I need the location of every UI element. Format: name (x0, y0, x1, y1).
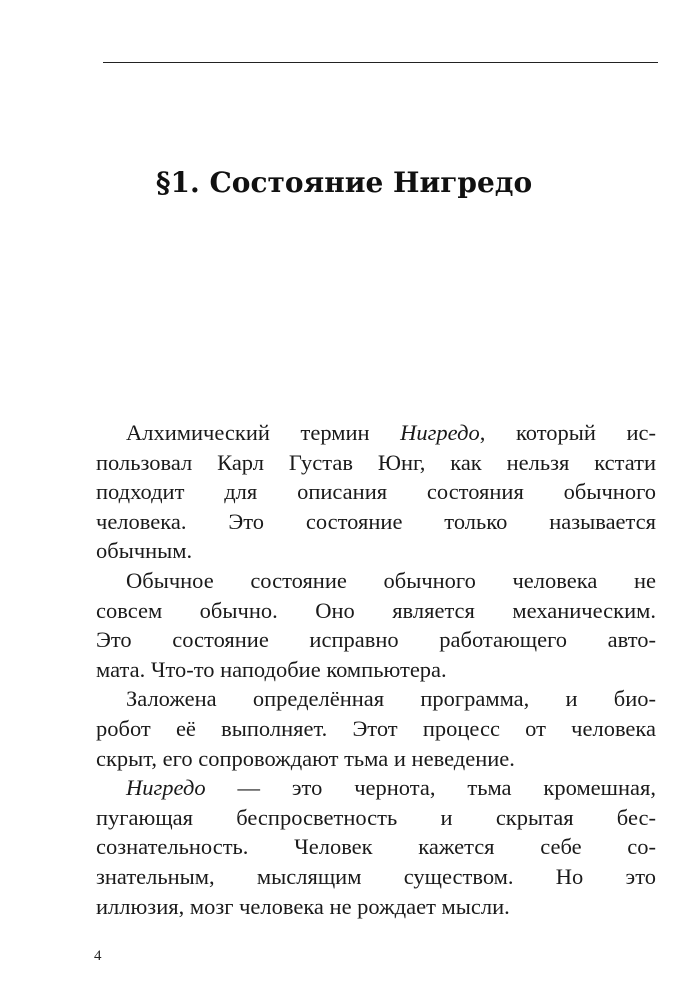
text-run: знательным, мыслящим существом. Но это (96, 863, 656, 889)
text-run: подходит для описания состояния обычного (96, 479, 656, 505)
paragraph-3-line (96, 684, 656, 714)
paragraph-4-line (96, 773, 656, 803)
text-run: робот её выполняет. Этот процесс от человека (96, 715, 656, 741)
text-run: — это чернота, тьма кромешная, (205, 775, 656, 801)
text-run: мата. Что-то наподобие компьютера. (96, 656, 447, 682)
paragraph-2-line (96, 655, 656, 685)
text-run: , который ис- (479, 420, 656, 445)
text-run: пугающая беспросветность и скрытая бес- (96, 804, 656, 830)
text-run: скрыт, его сопровождают тьма и неведение. (96, 745, 515, 771)
text-run: Алхимический термин (126, 420, 401, 445)
body-text (96, 418, 656, 921)
text-run: иллюзия, мозг человека не рождает мысли. (96, 893, 510, 919)
italic-term: Нигредо (126, 775, 206, 801)
paragraph-1-line (96, 418, 656, 448)
paragraph-2-line (96, 596, 656, 626)
text-run: Это состояние исправно работающего авто- (96, 627, 656, 653)
paragraph-3-line (96, 714, 656, 744)
header-rule (103, 62, 658, 63)
text-run: сознательность. Человек кажется себе со- (96, 834, 656, 860)
paragraph-2-line (96, 566, 656, 596)
text-run: совсем обычно. Оно является механическим. (96, 597, 656, 623)
paragraph-1-line (96, 507, 656, 537)
text-run: обычным. (96, 538, 193, 564)
text-run: пользовал Карл Густав Юнг, как нельзя кстати (96, 449, 656, 475)
paragraph-4-line (96, 803, 656, 833)
paragraph-3-line (96, 744, 656, 774)
text-run: Заложена определённая программа, и био- (126, 686, 656, 712)
paragraph-2-line (96, 625, 656, 655)
paragraph-4-line (96, 832, 656, 862)
paragraph-4-line (96, 862, 656, 892)
paragraph-1-line (96, 448, 656, 478)
italic-term: Нигредо (400, 420, 480, 445)
chapter-title: §1. Состояние Нигредо (155, 166, 533, 199)
paragraph-1-line (96, 477, 656, 507)
paragraph-1-line (96, 536, 656, 566)
page-number: 4 (94, 948, 102, 964)
paragraph-4-line (96, 892, 656, 922)
text-run: Обычное состояние обычного человека не (126, 567, 656, 593)
text-run: человека. Это состояние только называется (96, 508, 656, 534)
